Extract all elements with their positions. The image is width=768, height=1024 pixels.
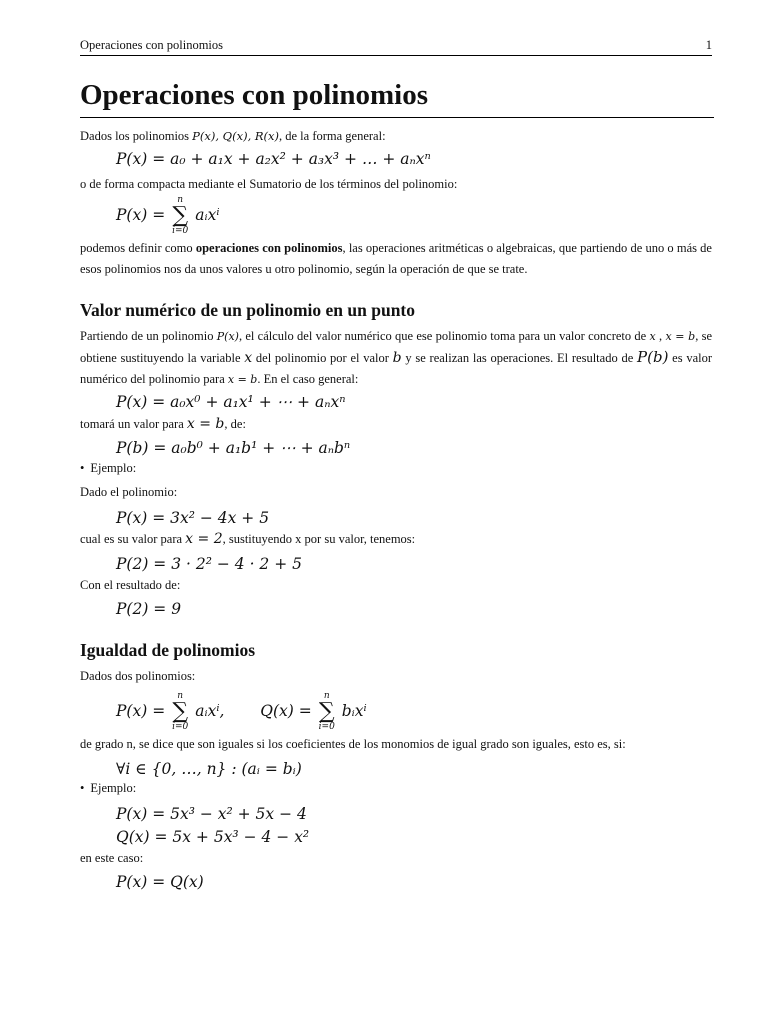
summation-symbol: n ∑ i=0 xyxy=(172,195,189,236)
running-title: Operaciones con polinomios xyxy=(80,38,224,52)
summation-symbol-q: n ∑ i=0 xyxy=(318,691,335,732)
section-heading-igualdad: Igualdad de polinomios xyxy=(80,640,256,660)
page-title: Operaciones con polinomios xyxy=(80,78,714,118)
page-number: 1 xyxy=(705,38,712,52)
section-heading-valor-numerico: Valor numérico de un polinomio en un punto xyxy=(80,300,416,320)
equation-example-q: Q(x) = 5x + 5x³ − 4 − x² xyxy=(116,828,310,846)
intro-paragraph-3: podemos definir como operaciones con polinomios, las operaciones aritméticas o algebraicas, que partiendo de uno o más de esos polinomios nos da unos valores u otro polinomio, según la operación de que se trate. xyxy=(80,241,712,276)
example-bullet-1: • Ejemplo: xyxy=(80,458,712,479)
equation-general-form: P(x) = a₀ + a₁x + a₂x² + a₃x³ + … + aₙxⁿ xyxy=(116,150,431,168)
equation-polynomial-expanded: P(x) = a₀x⁰ + a₁x¹ + ⋯ + aₙxⁿ xyxy=(116,393,346,411)
running-header xyxy=(80,38,712,56)
example-bullet-2: • Ejemplo: xyxy=(80,778,712,799)
intro-paragraph-2: o de forma compacta mediante el Sumatorio de los términos del polinomio: xyxy=(80,177,458,191)
section1-paragraph-3: Dado el polinomio: xyxy=(80,485,178,499)
equation-substitution: P(2) = 3 · 2² − 4 · 2 + 5 xyxy=(116,555,302,573)
intro-polys-math: P(x), Q(x), R(x) xyxy=(192,129,279,143)
intro-paragraph-1: Dados los polinomios P(x), Q(x), R(x), de la forma general: xyxy=(80,129,386,143)
equation-example-poly: P(x) = 3x² − 4x + 5 xyxy=(116,509,270,527)
section2-paragraph-2: de grado n, se dice que son iguales si los coeficientes de los monomios de igual grado son iguales, esto es, si: xyxy=(80,737,626,751)
section2-paragraph-3: en este caso: xyxy=(80,851,144,865)
equation-two-polynomials: P(x) = n ∑ i=0 aᵢxⁱ, Q(x) = n ∑ i=0 bᵢxⁱ xyxy=(116,691,367,732)
summation-symbol-p: n ∑ i=0 xyxy=(172,691,189,732)
equation-p-equals-q: P(x) = Q(x) xyxy=(116,873,204,891)
equation-result: P(2) = 9 xyxy=(116,600,182,618)
section1-paragraph-5: Con el resultado de: xyxy=(80,578,181,592)
equation-sum-form: P(x) = n ∑ i=0 aᵢxⁱ xyxy=(116,195,220,236)
section2-paragraph-1: Dados dos polinomios: xyxy=(80,669,196,683)
equation-example-p: P(x) = 5x³ − x² + 5x − 4 xyxy=(116,805,307,823)
section1-paragraph-2: tomará un valor para x = b, de: xyxy=(80,416,246,432)
equation-value-at-b: P(b) = a₀b⁰ + a₁b¹ + ⋯ + aₙbⁿ xyxy=(116,439,351,457)
section1-paragraph-4: cual es su valor para x = 2, sustituyendo x por su valor, tenemos: xyxy=(80,531,416,547)
section1-paragraph-1: Partiendo de un polinomio P(x), el cálculo del valor numérico que ese polinomio toma para un valor concreto de x , x = b, se obtiene sustituyendo la variable x del polinomio por el valor b y se realizan las operaciones. El resultado de P(b) es valor numérico del polinomio para x = b. En el caso general: xyxy=(80,329,713,386)
operations-term: operaciones con polinomios xyxy=(195,241,343,255)
equation-equality-condition: ∀i ∈ {0, …, n} : (aᵢ = bᵢ) xyxy=(116,760,302,778)
